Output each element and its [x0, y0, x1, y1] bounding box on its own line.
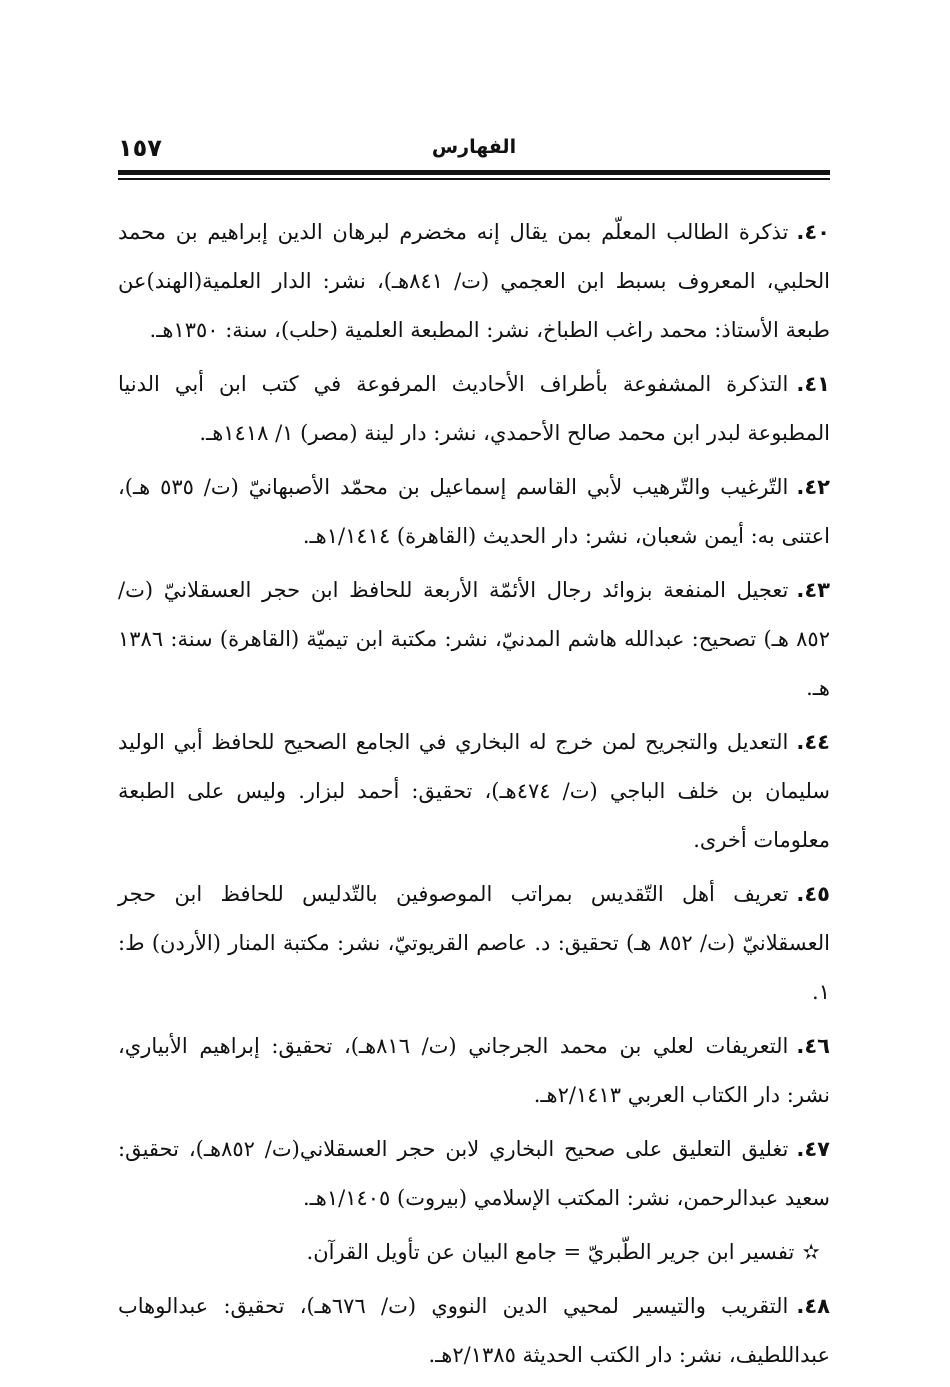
entry-44: [118, 718, 830, 865]
page-header: [118, 128, 830, 168]
entry-text: التعريفات لعلي بن محمد الجرجاني (ت/ ٨١٦هـ)، تحقيق: إبراهيم الأبياري، نشر: دار الكتاب العربي ٢/١٤١٣هـ.: [118, 1034, 830, 1107]
entry-41: [118, 360, 830, 458]
entry-text: التعديل والتجريح لمن خرج له البخاري في الجامع الصحيح للحافظ أبي الوليد سليمان بن خلف الباجي (ت/ ٤٧٤هـ)، تحقيق: أحمد لبزار. وليس على الطبعة معلومات أخرى.: [118, 730, 830, 852]
entry-number: ٤٦.: [796, 1034, 830, 1058]
entry-number: ٤٣.: [796, 578, 830, 602]
entry-text: التذكرة المشفوعة بأطراف الأحاديث المرفوعة في كتب ابن أبي الدنيا المطبوعة لبدر ابن محمد صالح الأحمدي، نشر: دار لينة (مصر) ١/ ١٤١٨هـ.: [118, 372, 830, 445]
running-title: الفهارس: [431, 136, 517, 158]
entry-48: [118, 1282, 830, 1380]
entry-40: [118, 208, 830, 355]
index-entries: [118, 208, 830, 1385]
entry-number: ٤١.: [796, 372, 830, 396]
header-rule-thin: [118, 178, 830, 180]
entry-46: [118, 1022, 830, 1120]
star-icon: ✫: [802, 1240, 820, 1264]
header-rule-thick: [118, 170, 830, 175]
entry-text: تعجيل المنفعة بزوائد رجال الأئمّة الأربعة للحافظ ابن حجر العسقلانيّ (ت/ ٨٥٢ هـ) تصحيح: عبدالله هاشم المدنيّ، نشر: مكتبة ابن تيميّة (القاهرة) سنة: ١٣٨٦ هـ.: [118, 578, 830, 700]
entry-45: [118, 870, 830, 1017]
entry-42: [118, 463, 830, 561]
entry-text: تذكرة الطالب المعلّم بمن يقال إنه مخضرم لبرهان الدين إبراهيم بن محمد الحلبي، المعروف بسبط ابن العجمي (ت/ ٨٤١هـ)، نشر: الدار العلمية(الهند)عن طبعة الأستاذ: محمد راغب الطباخ، نشر: المطبعة العلمية (حلب)، سنة: ١٣٥٠هـ.: [118, 220, 831, 342]
entry-number: ٤٢.: [796, 475, 830, 499]
note-text: تفسير ابن جرير الطّبريّ = جامع البيان عن تأويل القرآن.: [306, 1240, 795, 1264]
entry-number: ٤٧.: [796, 1137, 830, 1161]
entry-number: ٤٥.: [796, 882, 830, 906]
entry-43: [118, 566, 830, 713]
cross-reference-note: [118, 1228, 830, 1277]
entry-text: تعريف أهل التّقديس بمراتب الموصوفين بالتّدليس للحافظ ابن حجر العسقلانيّ (ت/ ٨٥٢ هـ) تحقيق: د. عاصم القريوتيّ، نشر: مكتبة المنار (الأردن) ط: ١.: [118, 882, 830, 1004]
entry-47: [118, 1125, 830, 1223]
entry-number: ٤٨.: [796, 1294, 830, 1318]
entry-text: التّرغيب والتّرهيب لأبي القاسم إسماعيل بن محمّد الأصبهانيّ (ت/ ٥٣٥ هـ)، اعتنى به: أيمن شعبان، نشر: دار الحديث (القاهرة) ١/١٤١٤هـ.: [118, 475, 830, 548]
entry-text: التقريب والتيسير لمحيي الدين النووي (ت/ ٦٧٦هـ)، تحقيق: عبدالوهاب عبداللطيف، نشر: دار الكتب الحديثة ٢/١٣٨٥هـ.: [118, 1294, 830, 1367]
entry-number: ٤٠.: [796, 220, 830, 244]
entry-number: ٤٤.: [796, 730, 830, 754]
page-number: ١٥٧: [118, 134, 162, 162]
entry-text: تغليق التعليق على صحيح البخاري لابن حجر العسقلاني(ت/ ٨٥٢هـ)، تحقيق: سعيد عبدالرحمن، نشر: المكتب الإسلامي (بيروت) ١/١٤٠٥هـ.: [118, 1137, 830, 1210]
